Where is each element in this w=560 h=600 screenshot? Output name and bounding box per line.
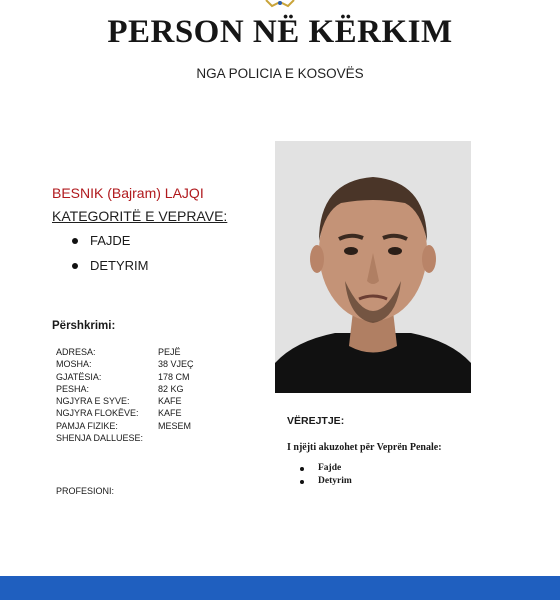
attr-value: 178 CM (158, 371, 190, 382)
attr-value: 82 KG (158, 383, 184, 394)
attr-label: GJATËSIA: (56, 371, 102, 382)
attr-value: KAFE (158, 396, 182, 407)
police-emblem-icon (262, 0, 298, 8)
attr-label: NGJYRA FLOKËVE: (56, 408, 139, 419)
list-item: FAJDE (70, 232, 149, 257)
footer-bar (0, 576, 560, 600)
description-heading: Përshkrimi: (52, 320, 116, 332)
table-row (56, 432, 194, 444)
suspect-photo (275, 141, 471, 393)
attr-value: 38 VJEÇ (158, 359, 194, 370)
list-item: DETYRIM (70, 257, 149, 282)
list-item: Fajde (296, 462, 352, 475)
attr-value: MESEM (158, 420, 192, 431)
attr-value (158, 432, 194, 444)
table-row (56, 358, 194, 370)
table-row (56, 371, 194, 383)
attr-label: MOSHA: (56, 359, 92, 370)
table-row (56, 346, 194, 358)
profession-label: PROFESIONI: (56, 486, 115, 496)
list-item: Detyrim (296, 475, 352, 488)
description-table (56, 346, 194, 444)
attr-label: PESHA: (56, 383, 90, 394)
attr-label: ADRESA: (56, 347, 96, 357)
offense-list (296, 462, 352, 488)
attr-label: NGJYRA E SYVE: (56, 396, 130, 407)
attr-value: KAFE (158, 408, 182, 419)
table-row (56, 407, 194, 419)
page-title: PERSON NË KËRKIM (107, 14, 453, 50)
person-name: BESNIK (Bajram) LAJQI (52, 185, 204, 201)
accused-statement: I njëjti akuzohet për Veprën Penale: (287, 442, 442, 453)
table-row (56, 395, 194, 407)
table-row (56, 383, 194, 395)
attr-value: PEJË (158, 347, 181, 357)
table-row (56, 420, 194, 432)
attr-label: PAMJA FIZIKE: (56, 420, 118, 431)
offense-category-list (70, 232, 149, 282)
attr-label: SHENJA DALLUESE: (56, 433, 144, 444)
remarks-heading: VËREJTJE: (287, 415, 345, 427)
page-subtitle: NGA POLICIA E KOSOVËS (196, 66, 364, 81)
offense-categories-label: KATEGORITË E VEPRAVE: (52, 208, 228, 224)
